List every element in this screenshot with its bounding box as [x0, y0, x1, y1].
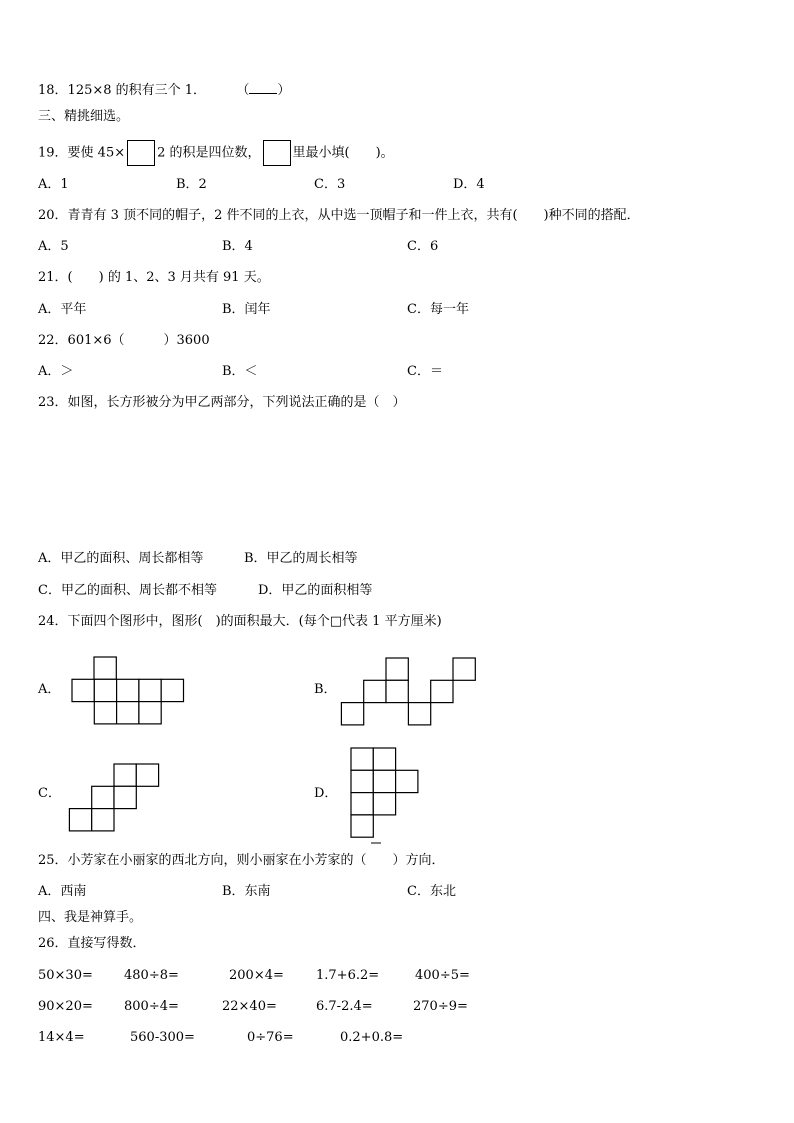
grid-square — [114, 764, 136, 786]
calc-item: 50×30= — [38, 968, 93, 983]
figure-c — [69, 764, 158, 831]
figure-a — [72, 657, 184, 724]
answer-blank-close: ） — [277, 83, 291, 98]
grid-square — [373, 793, 395, 815]
q19-option-d[interactable]: D．4 — [453, 177, 485, 192]
calc-item: 6.7-2.4= — [316, 999, 373, 1014]
section-3-heading: 三、精挑细选。 — [38, 109, 130, 124]
grid-square — [396, 770, 418, 792]
grid-square — [94, 657, 116, 679]
grid-square — [373, 748, 395, 770]
figure-b-label[interactable]: B． — [314, 682, 337, 697]
figure-b — [341, 658, 475, 725]
question-20: 20．青青有 3 顶不同的帽子，2 件不同的上衣，从中选一顶帽子和一件上衣，共有( )种不同的搭配． — [38, 208, 640, 223]
q25-option-b[interactable]: B．东南 — [222, 884, 271, 899]
q22-option-c[interactable]: C．＝ — [407, 364, 443, 379]
q22-option-b[interactable]: B．＜ — [222, 364, 258, 379]
calc-item: 800÷4= — [124, 999, 179, 1014]
calc-item: 270÷9= — [413, 999, 468, 1014]
q19-option-a[interactable]: A．1 — [38, 177, 69, 192]
grid-square — [373, 770, 395, 792]
calc-item: 1.7+6.2= — [316, 968, 380, 983]
q20-option-a[interactable]: A．5 — [38, 239, 69, 254]
question-19-suffix: 里最小填( )。 — [292, 145, 394, 161]
grid-square — [364, 680, 386, 702]
grid-square — [161, 679, 183, 701]
calc-item: 0.2+0.8= — [340, 1030, 404, 1045]
grid-square — [94, 702, 116, 724]
q25-option-c[interactable]: C．东北 — [407, 884, 456, 899]
calc-item: 400÷5= — [415, 968, 470, 983]
grid-square — [69, 809, 91, 831]
q21-option-c[interactable]: C．每一年 — [407, 302, 469, 317]
q23-option-d[interactable]: D．甲乙的面积相等 — [258, 583, 373, 598]
calc-item: 90×20= — [38, 999, 93, 1014]
grid-square — [92, 786, 114, 808]
section-4-heading: 四、我是神算手。 — [38, 910, 143, 925]
question-21: 21．( ) 的 1、2、3 月共有 91 天。 — [38, 270, 270, 285]
question-22: 22．601×6（ ）3600 — [38, 333, 210, 348]
grid-square — [114, 786, 136, 808]
grid-square — [408, 703, 430, 725]
grid-square — [431, 680, 453, 702]
q21-option-a[interactable]: A．平年 — [38, 302, 87, 317]
grid-square — [351, 793, 373, 815]
q23-option-c[interactable]: C．甲乙的面积、周长都不相等 — [38, 583, 217, 598]
grid-square — [351, 748, 373, 770]
grid-square — [136, 764, 158, 786]
q23-option-b[interactable]: B．甲乙的周长相等 — [244, 551, 358, 566]
grid-square — [386, 680, 408, 702]
question-19-mid: 2 的积是四位数， — [157, 145, 261, 161]
grid-square — [117, 679, 139, 701]
figure-d — [351, 748, 418, 843]
q25-option-a[interactable]: A．西南 — [38, 884, 87, 899]
question-24: 24．下面四个图形中，图形( )的面积最大．(每个□代表 1 平方厘米) — [38, 614, 442, 629]
q23-option-a[interactable]: A．甲乙的面积、周长都相等 — [38, 551, 204, 566]
grid-square — [92, 809, 114, 831]
question-25: 25．小芳家在小丽家的西北方向，则小丽家在小芳家的（ ）方向． — [38, 853, 445, 868]
grid-square — [139, 702, 161, 724]
q19-option-b[interactable]: B．2 — [176, 177, 207, 192]
calc-item: 560-300= — [130, 1030, 195, 1045]
calc-item: 22×40= — [222, 999, 277, 1014]
q22-option-a[interactable]: A．＞ — [38, 364, 74, 379]
q20-option-c[interactable]: C．6 — [407, 239, 439, 254]
grid-square — [139, 679, 161, 701]
question-23: 23．如图，长方形被分为甲乙两部分，下列说法正确的是（ ） — [38, 395, 406, 410]
figure-c-label[interactable]: C． — [38, 786, 61, 801]
grid-square — [341, 703, 363, 725]
grid-square — [453, 658, 475, 680]
q21-option-b[interactable]: B．闰年 — [222, 302, 271, 317]
figure-a-label[interactable]: A． — [38, 682, 61, 697]
answer-blank-open: （ — [236, 83, 250, 98]
q20-option-b[interactable]: B．4 — [222, 239, 253, 254]
calc-item: 0÷76= — [247, 1030, 294, 1045]
grid-square — [72, 679, 94, 701]
calc-item: 480÷8= — [124, 968, 179, 983]
grid-square — [386, 658, 408, 680]
grid-square — [117, 702, 139, 724]
question-26: 26．直接写得数． — [38, 936, 146, 951]
grid-square — [351, 770, 373, 792]
calc-item: 200×4= — [229, 968, 284, 983]
calc-item: 14×4= — [38, 1030, 85, 1045]
grid-square — [351, 815, 373, 837]
question-19-prefix: 19．要使 45× — [38, 145, 126, 161]
q19-option-c[interactable]: C．3 — [314, 177, 346, 192]
figure-d-label[interactable]: D． — [314, 786, 338, 801]
grid-square — [94, 679, 116, 701]
question-18-text: 18．125×8 的积有三个 1． — [38, 83, 207, 98]
